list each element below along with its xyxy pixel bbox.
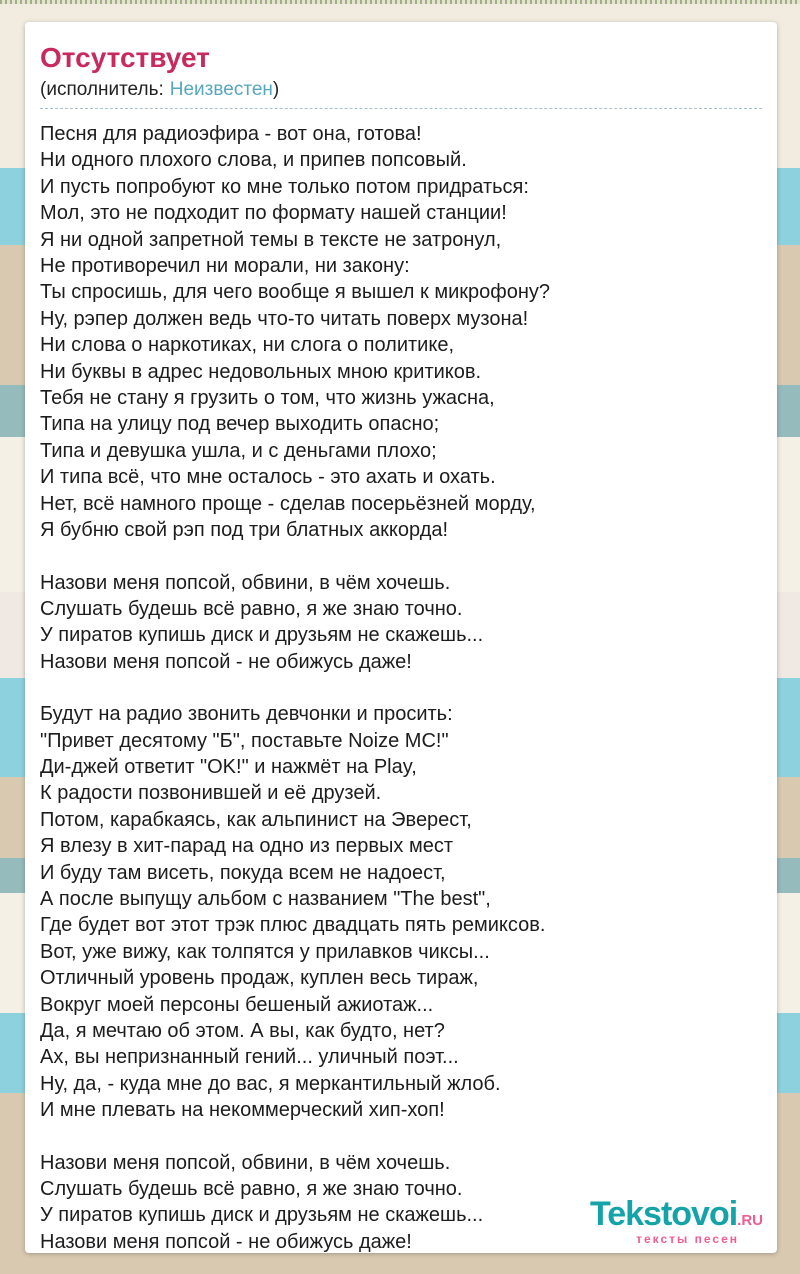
artist-label: (исполнитель: [40, 79, 164, 100]
lyric-line: Где будет вот этот трэк плюс двадцать пять ремиксов. [40, 914, 546, 937]
lyric-line: Слушать будешь всё равно, я же знаю точно. [40, 597, 463, 620]
lyric-line: И пусть попробуют ко мне только потом придраться: [40, 175, 529, 198]
lyric-line: Нет, всё намного проще - сделав посерьёзней морду, [40, 492, 536, 515]
lyric-line: Будут на радио звонить девчонки и просить: [40, 703, 453, 726]
artist-link[interactable]: Неизвестен [169, 79, 273, 100]
artist-line [40, 79, 762, 101]
lyric-line: Ну, да, - куда мне до вас, я меркантильный жлоб. [40, 1072, 501, 1095]
lyric-line: Я влезу в хит-парад на одно из первых мест [40, 835, 453, 858]
lyric-line: Типа на улицу под вечер выходить опасно; [40, 413, 440, 436]
lyric-line: Назови меня попсой - не обижусь даже! [40, 1230, 412, 1253]
lyric-line: Назови меня попсой - не обижусь даже! [40, 650, 412, 673]
page-top-border [0, 0, 800, 4]
lyric-line: Песня для радиоэфира - вот она, готова! [40, 123, 422, 145]
stanza [40, 701, 762, 1124]
lyric-line: К радости позвонившей и её друзей. [40, 782, 382, 805]
lyric-line: И типа всё, что мне осталось - это ахать и охать. [40, 466, 496, 489]
lyric-line: "Привет десятому "Б", поставьте Noize MC!" [40, 729, 449, 752]
artist-close-paren: ) [272, 79, 280, 100]
lyric-line: Не противоречил ни морали, ни закону: [40, 255, 410, 278]
logo-brand-text: Tekstovoi [589, 1195, 738, 1233]
lyric-line: Ты спросишь, для чего вообще я вышел к микрофону? [40, 281, 550, 304]
page-title: Отсутствует [40, 42, 210, 73]
lyric-line: Слушать будешь всё равно, я же знаю точно. [40, 1178, 463, 1201]
logo-domain-text: .RU [737, 1212, 763, 1229]
lyric-line: Назови меня попсой, обвини, в чём хочешь. [40, 1151, 451, 1174]
lyric-line: Типа и девушка ушла, и с деньгами плохо; [40, 439, 437, 462]
lyric-line: У пиратов купишь диск и друзьям не скажешь... [40, 1204, 484, 1227]
lyric-line: Отличный уровень продаж, куплен весь тираж, [40, 967, 479, 990]
lyric-line: А после выпущу альбом с названием "The best", [40, 887, 491, 910]
lyric-line: Потом, карабкаясь, как альпинист на Эверест, [40, 808, 472, 831]
lyric-line: Ну, рэпер должен ведь что-то читать поверх музона! [40, 307, 529, 330]
lyric-line: И мне плевать на некоммерческий хип-хоп! [40, 1099, 445, 1122]
lyric-line: Да, я мечтаю об этом. А вы, как будто, нет? [40, 1020, 445, 1042]
lyric-line: Назови меня попсой, обвини, в чём хочешь. [40, 571, 451, 594]
lyric-line: И буду там висеть, покуда всем не надоест, [40, 861, 446, 884]
lyric-line: Вот, уже вижу, как толпятся у прилавков чиксы... [40, 940, 490, 963]
stanza [40, 570, 762, 676]
lyric-line: Ах, вы непризнанный гений... уличный поэт... [40, 1046, 459, 1069]
lyric-line: Мол, это не подходит по формату нашей станции! [40, 202, 507, 225]
lyric-line: Тебя не стану я грузить о том, что жизнь ужасна, [40, 387, 495, 410]
lyric-line: У пиратов купишь диск и друзьям не скажешь... [40, 624, 484, 647]
lyric-line: Ни одного плохого слова, и припев попсовый. [40, 149, 467, 172]
lyric-line: Я бубню свой рэп под три блатных аккорда! [40, 519, 449, 542]
lyric-line: Ни буквы в адрес недовольных мною критиков. [40, 360, 482, 383]
dotted-separator [40, 108, 762, 109]
lyric-line: Ни слова о наркотиках, ни слога о политике, [40, 334, 455, 357]
lyric-line: Вокруг моей персоны бешеный ажиотаж... [40, 993, 434, 1016]
stanza [40, 121, 762, 544]
lyric-line: Ди-джей ответит "OK!" и нажмёт на Play, [40, 755, 417, 778]
lyric-line: Я ни одной запретной темы в тексте не затронул, [40, 228, 502, 251]
site-logo[interactable] [590, 1197, 763, 1245]
logo-tagline: тексты песен [636, 1232, 739, 1246]
lyrics-text [40, 121, 762, 1255]
lyrics-card [25, 22, 777, 1253]
